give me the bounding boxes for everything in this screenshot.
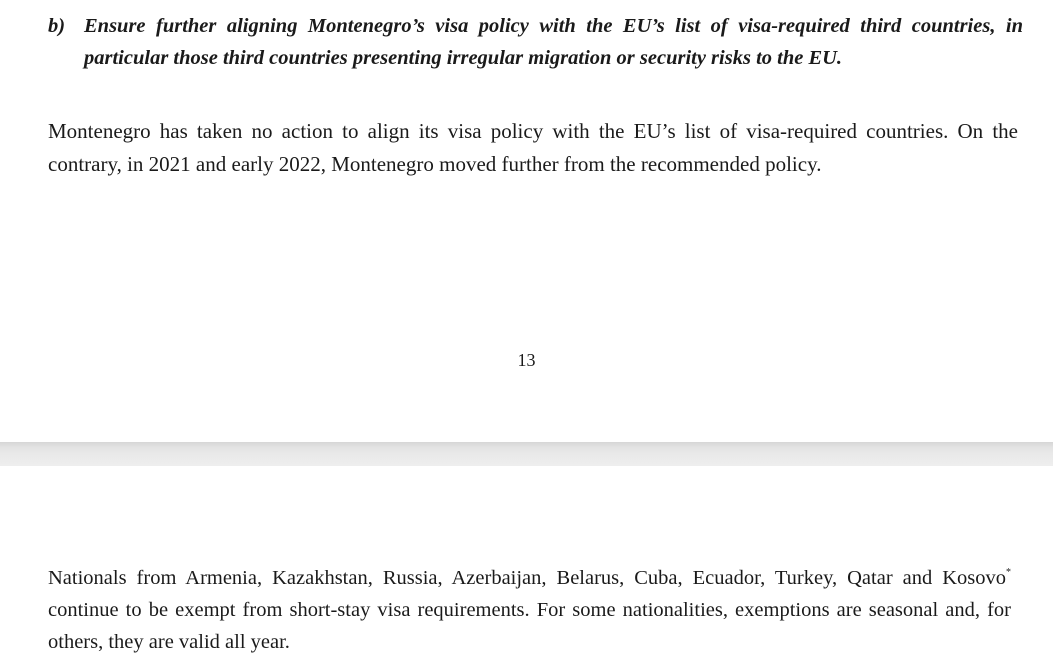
heading-marker: b) <box>48 15 66 37</box>
paragraph-text-before-note: Nationals from Armenia, Kazakhstan, Russia, Azerbaijan, Belarus, Cuba, Ecuador, Turkey, Qatar and Kosovo <box>48 567 1006 589</box>
section-heading <box>48 10 1023 74</box>
page-number: 13 <box>517 350 536 370</box>
heading-text: Ensure further aligning Montenegro’s visa policy with the EU’s list of visa-required third countries, in particular those third countries presenting irregular migration or security risks to the EU. <box>84 15 1023 69</box>
body-paragraph-upper: Montenegro has taken no action to align its visa policy with the EU’s list of visa-required countries. On the contrary, in 2021 and early 2022, Montenegro moved further from the recommended policy. <box>48 119 1018 176</box>
paragraph-text-after-note: continue to be exempt from short-stay visa requirements. For some nationalities, exemptions are seasonal and, for others, they are valid all year. <box>48 599 1011 653</box>
body-paragraph-lower <box>48 562 1011 658</box>
footnote-marker[interactable]: * <box>1006 567 1011 578</box>
page-separator <box>0 442 1053 466</box>
